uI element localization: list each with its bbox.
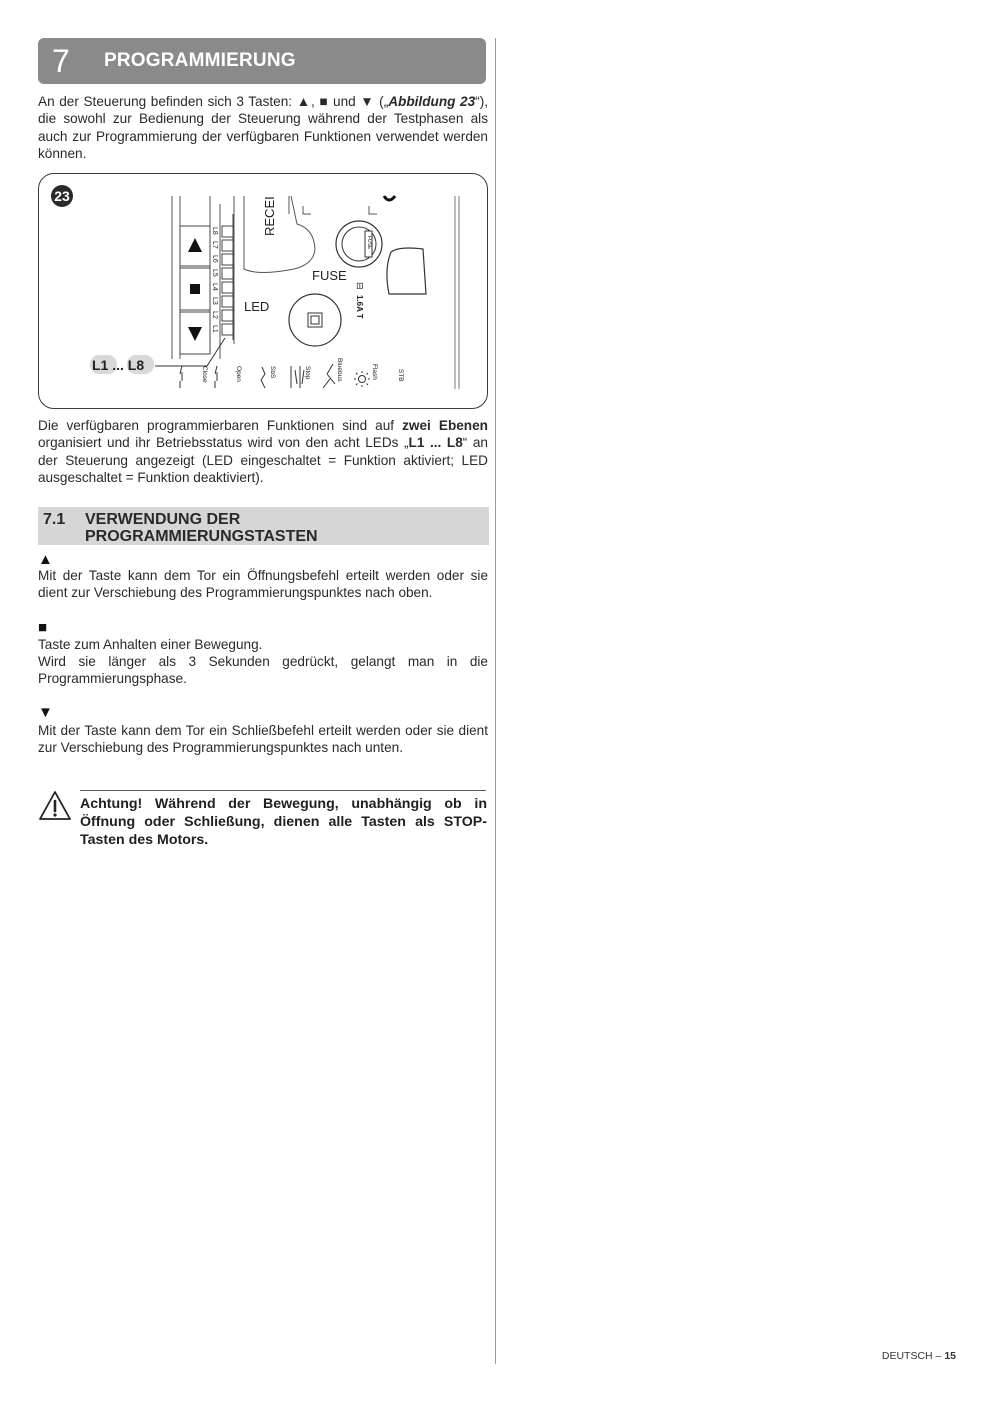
up-button-icon	[180, 226, 210, 266]
figure-23	[38, 173, 488, 409]
terminal-label: Open	[235, 366, 242, 382]
terminal-label: SbS	[269, 366, 276, 379]
page-number: 15	[944, 1350, 956, 1362]
intro-text-2: ), die sowohl zur Bedienung der Steuerung während der Testphasen als auch zur Programmierung der verfügbaren Funktionen verwendet werden können.	[38, 94, 488, 161]
intro-text-1: An der Steuerung befinden sich 3 Tasten:	[38, 94, 297, 109]
fuse-holder-icon	[336, 221, 382, 267]
down-symbol: ▼	[360, 94, 375, 109]
led-label: L4	[211, 283, 218, 291]
chapter-number: 7	[52, 43, 70, 79]
up-symbol: ▲	[296, 94, 311, 109]
levels-bold-1: zwei Ebenen	[402, 418, 488, 433]
levels-text-3: “ an der Steuerung angezeigt (LED eingeschaltet = Funktion aktiviert; LED ausgeschaltet = Funktion deaktiviert).	[38, 435, 488, 485]
down-key-description: Mit der Taste kann dem Tor ein Schließbefehl erteilt werden oder sie dient zur Verschiebung des Programmierungspunktes nach unten.	[38, 723, 488, 756]
footer-language: DEUTSCH –	[881, 1350, 945, 1362]
stop-key-description-2: Wird sie länger als 3 Sekunden gedrückt, gelangt man in die Programmierungsphase.	[38, 654, 488, 687]
fuse-rating-label: 1.6A T	[355, 295, 364, 319]
chapter-title: PROGRAMMIERUNG	[104, 50, 296, 71]
figure-number-badge: 23	[51, 185, 73, 207]
chapter-header	[38, 38, 486, 84]
led-label: L2	[211, 311, 218, 319]
levels-bold-2: L1 ... L8	[408, 435, 463, 451]
receiver-label: RECEI	[262, 196, 277, 236]
down-button-icon	[180, 312, 210, 354]
terminal-label: Flash	[371, 364, 378, 380]
led-label-text: LED	[244, 299, 270, 314]
stop-key-description: Taste zum Anhalten einer Bewegung.	[38, 637, 263, 652]
page-footer	[820, 1350, 956, 1362]
figure-reference: Abbildung 23	[388, 94, 476, 109]
column-divider	[495, 38, 496, 1364]
terminal-label: Stop	[304, 366, 311, 380]
quote-open: („	[374, 94, 389, 109]
led-callout-label: L1 ... L8	[92, 357, 145, 373]
stop-button-icon	[180, 268, 210, 310]
fuse-symbol: ⊟	[355, 282, 365, 290]
stop-key-symbol: ■	[38, 619, 48, 636]
warning-divider	[80, 790, 486, 791]
led-indicator-icon	[289, 294, 341, 346]
section-header	[38, 507, 489, 545]
up-key-description: Mit der Taste kann dem Tor ein Öffnungsbefehl erteilt werden oder sie dient zur Verschiebung des Programmierungspunktes nach oben.	[38, 568, 488, 601]
levels-text-1: Die verfügbaren programmierbaren Funktionen sind auf	[38, 418, 403, 433]
terminal-label: Close	[201, 366, 208, 383]
intro-paragraph	[38, 93, 488, 162]
control-board-diagram	[39, 174, 487, 408]
led-label: L7	[211, 241, 218, 249]
led-array-icon	[222, 214, 233, 340]
quote-close: “	[475, 94, 480, 109]
led-label: L3	[211, 297, 218, 305]
section-title: VERWENDUNG DER PROGRAMMIERUNGSTASTEN	[85, 511, 318, 545]
fuse-label: FUSE	[312, 268, 347, 283]
up-key-symbol: ▲	[38, 551, 53, 568]
led-label: L6	[211, 255, 218, 263]
levels-text-2: organisiert und ihr Betriebsstatus wird von den acht LEDs „	[38, 435, 409, 451]
section-number: 7.1	[43, 511, 66, 528]
stop-symbol: ■	[319, 94, 329, 109]
led-label: L8	[211, 227, 218, 235]
warning-triangle-icon	[38, 790, 72, 822]
down-key-symbol: ▼	[38, 704, 53, 721]
intro-sep-1: ,	[310, 94, 320, 109]
led-label: L1	[211, 325, 218, 333]
terminal-label: STB	[397, 369, 404, 382]
fuse-small-label: FUSE	[366, 236, 372, 250]
warning-text: Achtung! Während der Bewegung, unabhängig ob in Öffnung oder Schließung, dienen alle Tasten als STOP-Tasten des Motors.	[80, 796, 487, 848]
intro-sep-2: und	[328, 94, 361, 109]
led-label: L5	[211, 269, 218, 277]
terminal-label: Bluebus	[336, 358, 343, 382]
levels-paragraph	[38, 417, 488, 486]
